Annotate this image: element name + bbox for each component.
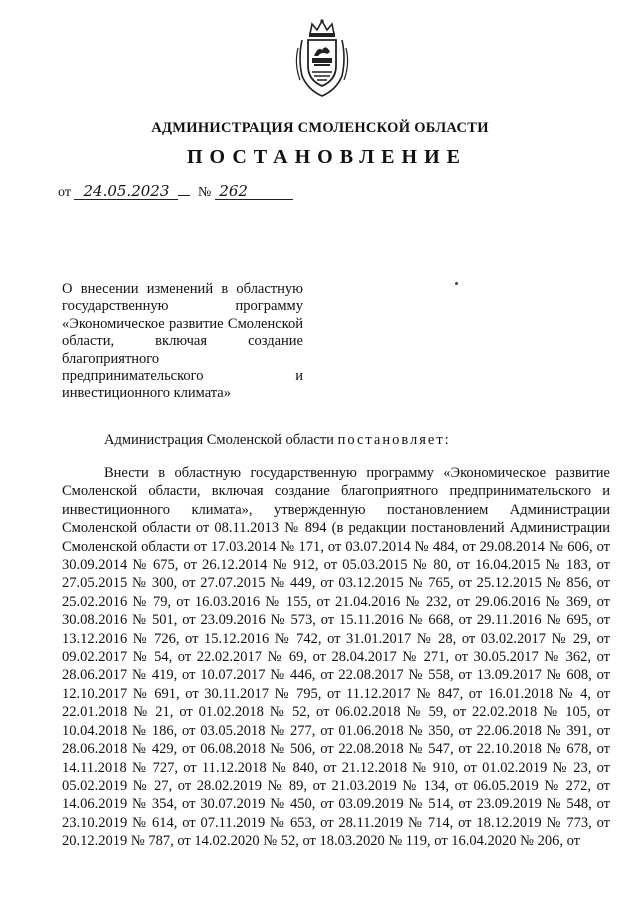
coat-of-arms-icon (292, 18, 352, 98)
resolution-subject: О внесении изменений в областную государственную программу «Экономическое развитие Смоленской области, включая создание благоприятного предпринимательского и инвестиционного климата» (62, 281, 303, 402)
resolution-body-paragraph: Внести в областную государственную программу «Экономическое развитие Смоленской области, включая создание благоприятного предпринимательского и инвестиционного климата», утвержденную постановлением Администрации Смоленской области от 08.11.2013 № 894 (в редакции постановлений Администрации Смоленской области от 17.03.2014 № 171, от 03.07.2014 № 484, от 29.08.2014 № 606, от 30.09.2014 № 675, от 26.12.2014 № 912, от 05.03.2015 № 80, от 16.04.2015 № 183, от 27.05.2015 № 300, от 27.07.2015 № 449, от 03.12.2015 № 765, от 25.12.2015 № 856, от 25.02.2016 № 79, от 16.03.2016 № 155, от 21.04.2016 № 232, от 29.06.2016 № 369, от 30.08.2016 № 501, от 23.09.2016 № 573, от 15.11.2016 № 668, от 29.11.2016 № 695, от 13.12.2016 № 726, от 15.12.2016 № 742, от 31.01.2017 № 28, от 03.02.2017 № 29, от 09.02.2017 № 54, от 22.02.2017 № 69, от 28.04.2017 № 271, от 30.05.2017 № 362, от 28.06.2017 № 419, от 10.07.2017 № 446, от 22.08.2017 № 558, от 13.09.2017 № 608, от 12.10.2017 № 691, от 30.11.2017 № 795, от 11.12.2017 № 847, от 16.01.2018 № 4, от 22.01.2018 № 21, от 01.02.2018 № 52, от 06.02.2018 № 59, от 22.02.2018 № 105, от 10.04.2018 № 186, от 03.05.2018 № 277, от 01.06.2018 № 350, от 22.06.2018 № 391, от 28.06.2018 № 429, от 06.08.2018 № 506, от 22.08.2018 № 547, от 22.10.2018 № 678, от 14.11.2018 № 727, от 11.12.2018 № 840, от 21.12.2018 № 910, от 01.02.2019 № 23, от 05.02.2019 № 27, от 28.02.2019 № 89, от 21.03.2019 № 134, от 06.05.2019 № 272, от 14.06.2019 № 354, от 30.07.2019 № 450, от 03.09.2019 № 514, от 23.09.2019 № 548, от 23.10.2019 № 614, от 07.11.2019 № 653, от 28.11.2019 № 714, от 18.12.2019 № 773, от 20.12.2019 № 787, от 14.02.2020 № 52, от 18.03.2020 № 119, от 16.04.2020 № 206, от (62, 465, 610, 850)
organization-name: АДМИНИСТРАЦИЯ СМОЛЕНСКОЙ ОБЛАСТИ (151, 120, 489, 136)
preamble-lead: Администрация Смоленской области (104, 432, 334, 448)
handwritten-number: 262 (215, 184, 293, 200)
date-prefix: от (58, 185, 71, 200)
handwritten-date: 24.05.2023 (74, 184, 178, 200)
date-number-line (58, 184, 293, 201)
preamble-resolves: постановляет: (337, 432, 451, 448)
number-prefix: № (197, 185, 212, 200)
scan-speck (455, 282, 458, 285)
document-type-title: ПОСТАНОВЛЕНИЕ (187, 146, 467, 168)
date-underline-gap (178, 195, 190, 196)
preamble (104, 432, 451, 449)
